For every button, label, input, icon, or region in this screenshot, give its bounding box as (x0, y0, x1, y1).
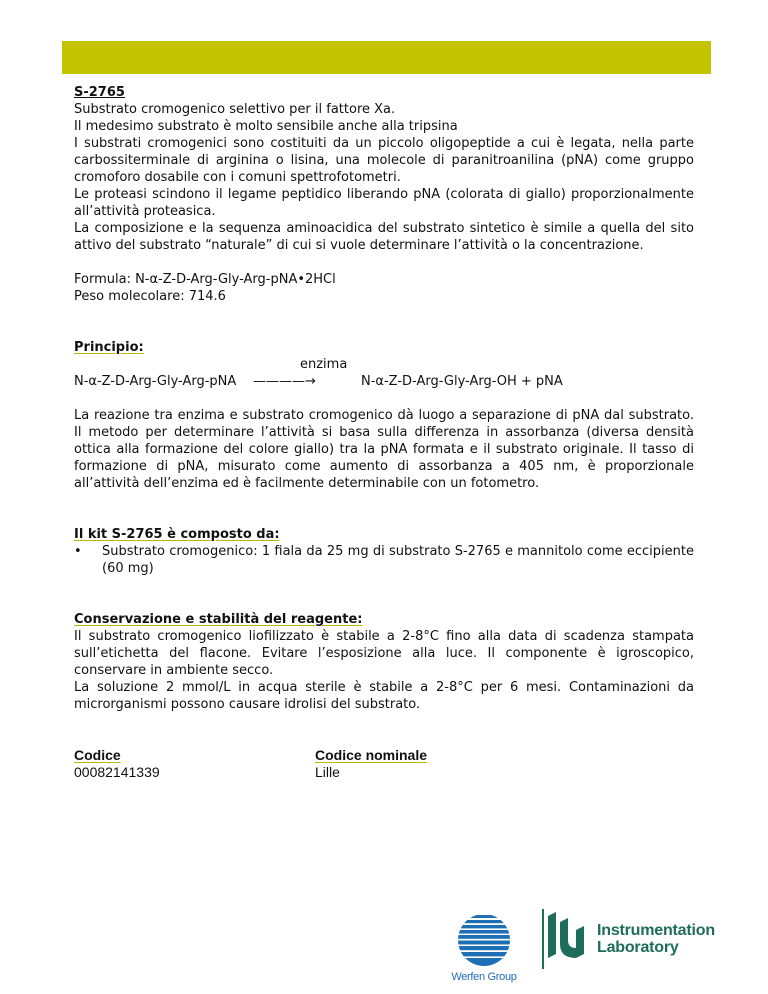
intro-line-2: Il medesimo substrato è molto sensibile anche alla tripsina (74, 119, 458, 134)
instrumentation-laboratory-mark (546, 910, 591, 960)
storage-heading: Conservazione e stabilità del reagente: (74, 612, 363, 627)
instrumentation-laboratory-wordmark (597, 922, 715, 956)
document-body (74, 84, 694, 787)
enzyme-label: enzima (300, 357, 348, 372)
storage-paragraph-2: La soluzione 2 mmol/L in acqua sterile è stabile a 2-8°C per 6 mesi. Contaminazioni da microrganismi possono causare idrolisi del substrato. (74, 680, 694, 712)
kit-list-item (74, 543, 694, 577)
bullet-icon: • (74, 544, 82, 559)
kit-heading: Il kit S-2765 è composto da: (74, 527, 280, 542)
code-label: Codice (74, 747, 121, 763)
formula-line: Formula: N-α-Z-D-Arg-Gly-Arg-pNA•2HCl (74, 272, 336, 287)
molecular-weight-line: Peso molecolare: 714.6 (74, 289, 226, 304)
storage-paragraph-1: Il substrato cromogenico liofilizzato è stabile a 2-8°C fino alla data di scadenza stampata sull’etichetta del flacone. Evitare l’esposizione alla luce. Il componente è igroscopico, conservare in ambiente secco. (74, 629, 694, 678)
reactant-formula: N-α-Z-D-Arg-Gly-Arg-pNA (74, 374, 237, 389)
kit-item-text: Substrato cromogenico: 1 fiala da 25 mg di substrato S-2765 e mannitolo come eccipiente (60 mg) (102, 544, 694, 576)
reaction-equation (74, 356, 694, 390)
werfen-group-logo (445, 912, 523, 984)
nominal-code-label: Codice nominale (315, 747, 428, 763)
code-value: 00082141339 (74, 764, 160, 780)
intro-paragraph-5: La composizione e la sequenza aminoacidica del substrato sintetico è simile a quella del sito attivo del substrato “naturale” di cui si vuole determinare l’attività o la concentrazione. (74, 221, 694, 253)
product-formula: N-α-Z-D-Arg-Gly-Arg-OH + pNA (361, 374, 563, 389)
il-line-2: Laboratory (597, 939, 679, 956)
principle-heading: Principio: (74, 340, 144, 355)
header-bar (62, 41, 711, 74)
il-line-1: Instrumentation (597, 922, 715, 939)
intro-paragraph-3: I substrati cromogenici sono costituiti da un piccolo oligopeptide a cui è legata, nella parte carbossiterminale di arginina o lisina, una molecole di paranitroanilina (pNA) come gruppo cromoforo dosabile con i comuni spettrofotometri. (74, 136, 694, 185)
nominal-code-column (315, 747, 427, 781)
reaction-arrow: ————→ (253, 374, 316, 389)
document-title: S-2765 (74, 85, 125, 100)
code-column (74, 747, 160, 781)
principle-description: La reazione tra enzima e substrato cromogenico dà luogo a separazione di pNA dal substrato. Il metodo per determinare l’attività si basa sulla differenza in assorbanza (diversa densità ottica alla formazione del colore giallo) tra la pNA formata e il substrato originale. Il tasso di formazione di pNA, misurato come aumento di assorbanza a 405 nm, è proporzionale all’attività dell’enzima ed è facilmente determinabile con un fotometro. (74, 408, 694, 491)
intro-paragraph-4: Le proteasi scindono il legame peptidico liberando pNA (colorata di giallo) proporzionalmente all’attività proteasica. (74, 187, 694, 219)
codes-section (74, 747, 694, 787)
nominal-code-value: Lille (315, 764, 340, 780)
logo-divider (542, 909, 544, 969)
intro-line-1: Substrato cromogenico selettivo per il fattore Xa. (74, 102, 396, 117)
svg-text:Werfen Group: Werfen Group (451, 971, 517, 983)
